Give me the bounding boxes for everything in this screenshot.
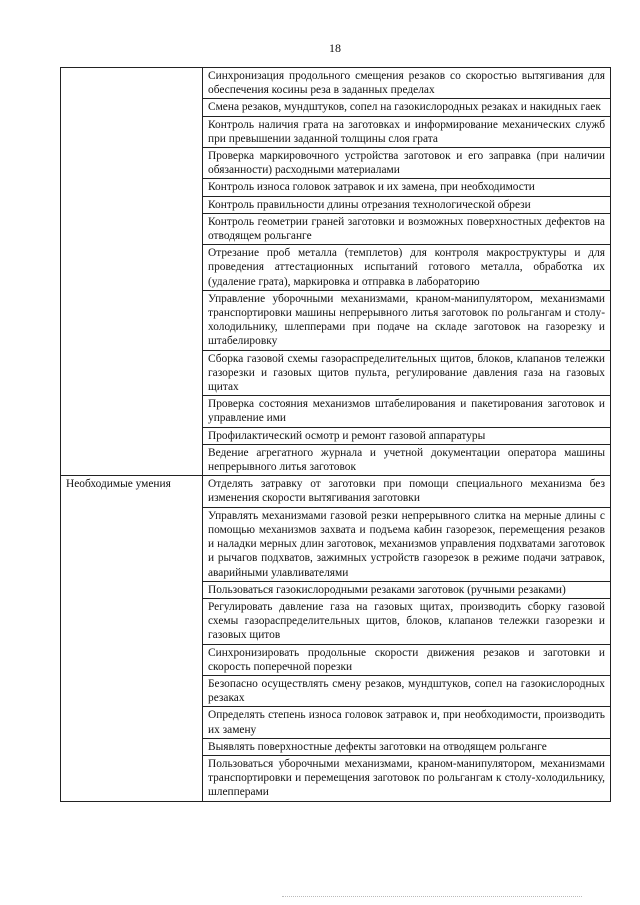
table-cell-item: Синхронизировать продольные скорости движения резаков и заготовки и скорость поперечной порезки xyxy=(203,644,611,675)
table-cell-item: Отделять затравку от заготовки при помощи специального механизма без изменения скорости вытягивания заготовки xyxy=(203,476,611,507)
table-cell-item: Синхронизация продольного смещения резаков со скоростью вытягивания для обеспечения косины реза в заданных пределах xyxy=(203,68,611,99)
table-cell-item: Пользоваться уборочными механизмами, краном-манипулятором, механизмами транспортировки и перемещения заготовок по рольгангам к столу-холодильнику, шлепперами xyxy=(203,755,611,801)
table-row xyxy=(61,476,611,507)
table-cell-item: Проверка маркировочного устройства заготовок и его заправка (при наличии обязанности) расходными материалами xyxy=(203,148,611,179)
table-cell-item: Проверка состояния механизмов штабелирования и пакетирования заготовок и управление ими xyxy=(203,396,611,427)
table-cell-item: Сборка газовой схемы газораспределительных щитов, блоков, клапанов тележки газорезки и газовых щитов пульта, регулирование давления газа на газовых щитах xyxy=(203,350,611,396)
table-cell-item: Управлять механизмами газовой резки непрерывного слитка на мерные длины с помощью механизмов захвата и подъема кабин газорезок, перемещения резаков и наладки мерных длин заготовок, механизмов управления подхватами заготовок и рычагов подхватов, зажимных устройств газорезок в режиме подачи затравок, аварийными улавливателями xyxy=(203,507,611,581)
table-cell-item: Профилактический осмотр и ремонт газовой аппаратуры xyxy=(203,427,611,444)
row-group-label xyxy=(61,68,203,476)
table-cell-item: Выявлять поверхностные дефекты заготовки на отводящем рольганге xyxy=(203,738,611,755)
table-cell-item: Контроль правильности длины отрезания технологической обрези xyxy=(203,196,611,213)
table-cell-item: Управление уборочными механизмами, краном-манипулятором, механизмами транспортировки машины непрерывного литья заготовок по рольгангам и столу-холодильнику, шлепперами при подаче на складе заготовок на газорезку и штабелировку xyxy=(203,290,611,350)
table-cell-item: Определять степень износа головок затравок и, при необходимости, производить их замену xyxy=(203,707,611,738)
row-group-label: Необходимые умения xyxy=(61,476,203,801)
table-cell-item: Отрезание проб металла (темплетов) для контроля макроструктуры и для проведения аттестационных испытаний готового металла, обработка их (удаление грата), маркировка и отправка в лабораторию xyxy=(203,245,611,291)
table-cell-item: Ведение агрегатного журнала и учетной документации оператора машины непрерывного литья заготовок xyxy=(203,444,611,475)
table-cell-item: Пользоваться газокислородными резаками заготовок (ручными резаками) xyxy=(203,581,611,598)
page-number: 18 xyxy=(329,41,341,55)
requirements-table xyxy=(60,67,611,802)
table-cell-item: Безопасно осуществлять смену резаков, мундштуков, сопел на газокислородных резаках xyxy=(203,675,611,706)
table-cell-item: Контроль износа головок затравок и их замена, при необходимости xyxy=(203,179,611,196)
table-cell-item: Контроль наличия грата на заготовках и информирование механических служб при превышении заданной толщины слоя грата xyxy=(203,116,611,147)
table-cell-item: Регулировать давление газа на газовых щитах, производить сборку газовой схемы газораспределительных щитов, блоков, клапанов тележки газорезки и газовых щитов xyxy=(203,598,611,644)
scan-edge-line xyxy=(282,896,582,897)
table-cell-item: Контроль геометрии граней заготовки и возможных поверхностных дефектов на отводящем рольганге xyxy=(203,213,611,244)
table-row xyxy=(61,68,611,99)
table-cell-item: Смена резаков, мундштуков, сопел на газокислородных резаках и накидных гаек xyxy=(203,99,611,116)
table-body xyxy=(61,68,611,802)
